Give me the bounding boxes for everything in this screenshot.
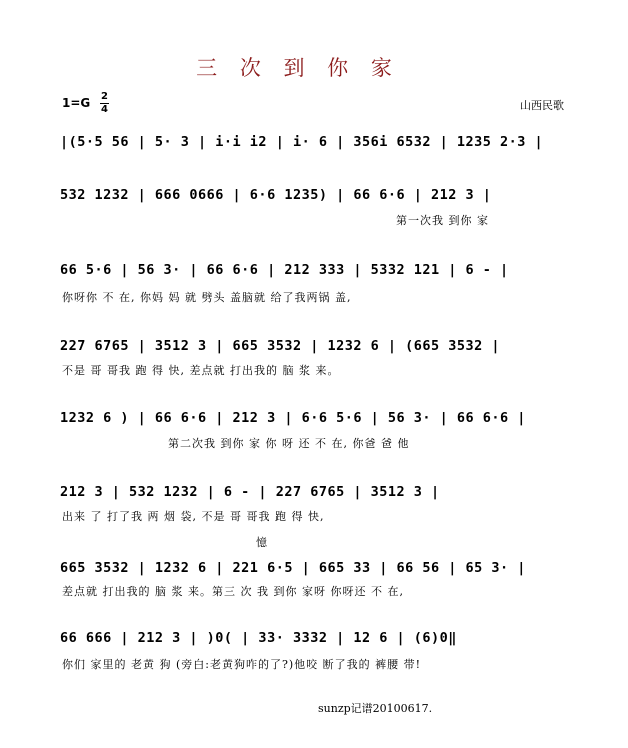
lyrics-line-2: 第一次我 到你 家 xyxy=(396,214,489,227)
annotation-mark: 憶 xyxy=(256,536,268,549)
notation-line-1: |(5·5 56 | 5· 3 | i·i i2 | i· 6 | 356i 6532 | 1235 2·3 | xyxy=(60,134,544,150)
lyrics-line-7: 差点就 打出我的 脑 浆 来。第三 次 我 到你 家呀 你呀还 不 在, xyxy=(62,585,404,598)
lyrics-line-4: 不是 哥 哥我 跑 得 快, 差点就 打出我的 脑 浆 来。 xyxy=(62,364,340,377)
notation-line-7: 665 3532 | 1232 6 | 221 6·5 | 665 33 | 66 56 | 65 3· | xyxy=(60,560,526,576)
notation-line-3: 66 5·6 | 56 3· | 66 6·6 | 212 333 | 5332 121 | 6 - | xyxy=(60,262,509,278)
lyrics-line-3: 你呀你 不 在, 你妈 妈 就 劈头 盖脑就 给了我两锅 盖, xyxy=(62,291,352,304)
lyrics-line-6: 出来 了 打了我 两 烟 袋, 不是 哥 哥我 跑 得 快, xyxy=(62,510,325,523)
lyrics-line-5: 第二次我 到你 家 你 呀 还 不 在, 你爸 爸 他 xyxy=(168,437,410,450)
song-source: 山西民歌 xyxy=(520,99,564,112)
song-title: 三 次 到 你 家 xyxy=(196,56,400,80)
notation-line-6: 212 3 | 532 1232 | 6 - | 227 6765 | 3512 3 | xyxy=(60,484,440,500)
notation-line-4: 227 6765 | 3512 3 | 665 3532 | 1232 6 | (665 3532 | xyxy=(60,338,501,354)
notation-line-2: 532 1232 | 666 0666 | 6·6 1235) | 66 6·6 | 212 3 | xyxy=(60,187,492,203)
key-signature: 1=G xyxy=(62,96,91,110)
scribe-credit: sunzp记谱20100617. xyxy=(318,702,433,715)
notation-line-5: 1232 6 ) | 66 6·6 | 212 3 | 6·6 5·6 | 56 3· | 66 6·6 | xyxy=(60,410,526,426)
notation-line-8: 66 666 | 212 3 | )0( | 33· 3332 | 12 6 | (6)0‖ xyxy=(60,630,457,646)
lyrics-line-8: 你们 家里的 老黄 狗 (旁白:老黄狗咋的了?)他咬 断了我的 裤腰 带! xyxy=(62,658,422,671)
meter-bottom: 4 xyxy=(101,104,108,115)
time-signature xyxy=(100,92,109,115)
meter-top: 2 xyxy=(101,91,108,102)
